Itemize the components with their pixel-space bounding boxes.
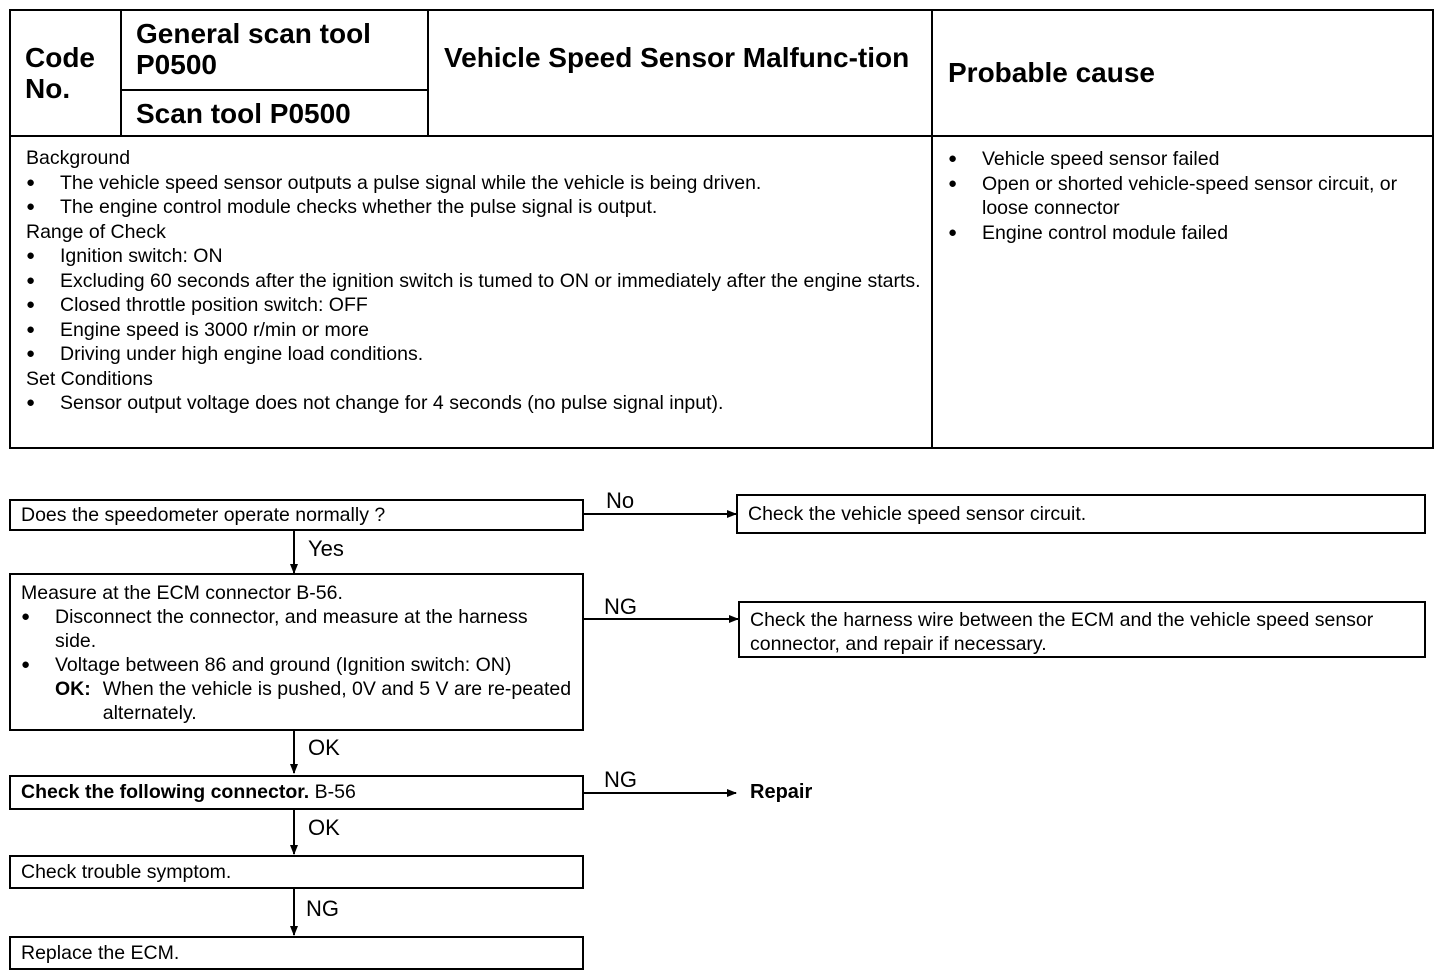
list-item: ● Engine speed is 3000 r/min or more [26,318,921,343]
list-item: ● Engine control module failed [948,221,1418,246]
result-check-harness-wire [738,601,1426,658]
step-check-connector [9,775,584,810]
ng-label: NG [604,594,637,619]
ok-label: OK [308,735,340,760]
list-item: ● Vehicle speed sensor failed [948,147,1418,172]
general-scan-tool-label: General scan tool P0500 [136,18,371,80]
ok-text: When the vehicle is pushed, 0V and 5 V are re-peated alternately. [102,678,572,724]
result-check-sensor-circuit [736,494,1426,534]
range-of-check-heading: Range of Check [26,220,166,243]
list-item: ● Ignition switch: ON [26,244,921,269]
no-label: No [606,488,635,513]
ng-label: NG [604,767,637,792]
ng-label: NG [306,896,339,921]
list-item: ● Sensor output voltage does not change for 4 seconds (no pulse signal input). [26,391,921,416]
step-replace-ecm [9,936,584,970]
list-item: ● Open or shorted vehicle-speed sensor circuit, or loose connector [948,172,1418,221]
yes-label: Yes [308,536,344,561]
ok-label: OK [308,815,340,840]
result-text: Check the harness wire between the ECM and the vehicle speed sensor connector, and repair if necessary. [750,609,1374,655]
list-item: ● Closed throttle position switch: OFF [26,293,921,318]
scan-tool-label: Scan tool P0500 [136,98,351,129]
list-item: ● Excluding 60 seconds after the ignition switch is tumed to ON or immediately after the engine starts. [26,269,921,294]
result-repair: Repair [750,781,813,803]
ok-criteria [21,677,572,725]
step-check-trouble-symptom [9,855,584,889]
malfunction-title: Vehicle Speed Sensor Malfunc-tion [444,42,910,73]
code-no-label: Code No. [25,42,95,104]
list-item: ● The vehicle speed sensor outputs a pulse signal while the vehicle is being driven. [26,171,921,196]
list-item: ● The engine control module checks whether the pulse signal is output. [26,195,921,220]
list-item: ● Voltage between 86 and ground (Ignition switch: ON) [21,653,572,677]
probable-cause-heading: Probable cause [948,57,1155,88]
step-speedometer-check [9,499,584,531]
step-text: Does the speedometer operate normally ? [21,504,386,526]
ok-prefix: OK: [55,678,91,700]
set-conditions-heading: Set Conditions [26,367,153,390]
result-text: Check the vehicle speed sensor circuit. [748,503,1087,525]
step-title: Measure at the ECM connector B-56. [21,582,343,604]
step-text: B-56 [309,781,356,803]
step-text: Replace the ECM. [21,942,180,964]
list-item: ● Driving under high engine load conditions. [26,342,921,367]
background-heading: Background [26,147,131,169]
step-measure-ecm-connector [9,573,584,731]
step-text-bold: Check the following connector. [21,781,310,803]
list-item: ● Disconnect the connector, and measure at the harness side. [21,605,572,653]
step-text: Check trouble symptom. [21,861,232,883]
